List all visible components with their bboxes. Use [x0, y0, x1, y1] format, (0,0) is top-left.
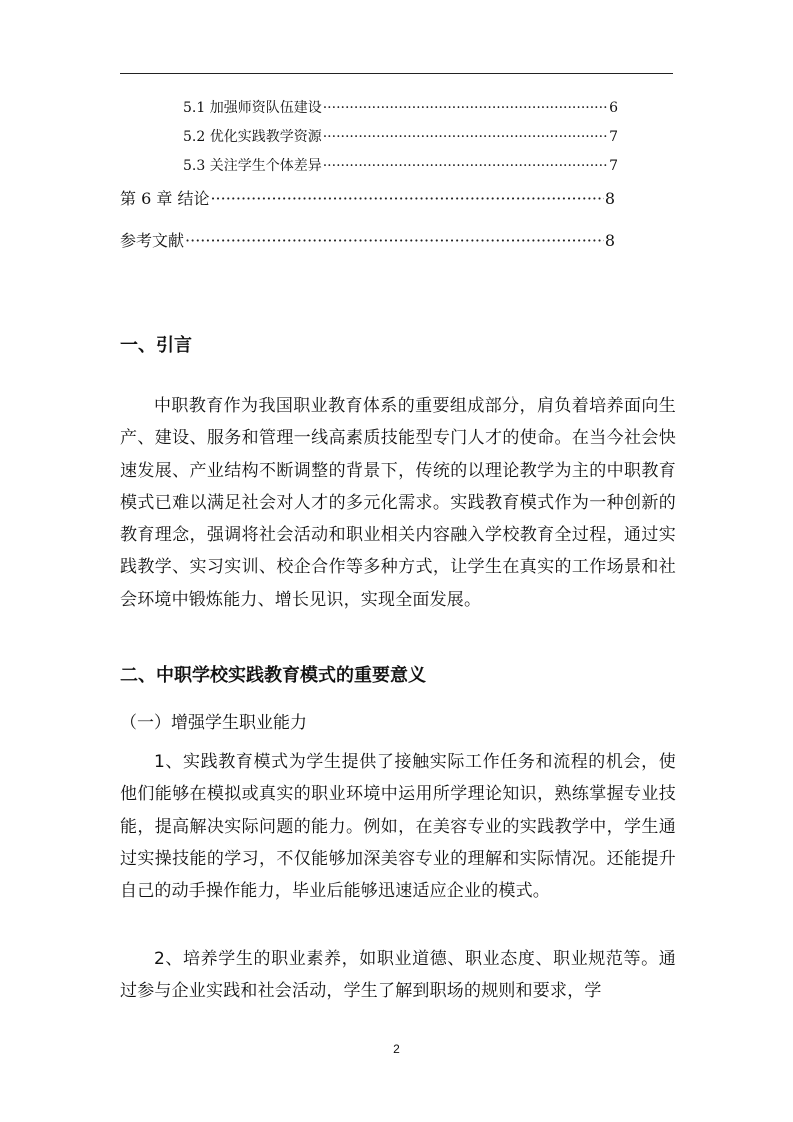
- header-rule: [120, 73, 673, 74]
- toc-leader-dots: [185, 231, 604, 250]
- page-number: 2: [393, 1042, 400, 1056]
- toc-item-5-2: [183, 126, 618, 146]
- subsection-heading-1: （一）增强学生职业能力: [120, 713, 307, 733]
- toc-leader-dots: [323, 158, 608, 174]
- toc-item-label: 参考文献: [120, 231, 185, 250]
- toc-item-label: 5.2 优化实践教学资源: [183, 129, 322, 145]
- toc-item-page: 6: [609, 100, 618, 116]
- toc-item-page: 8: [604, 189, 615, 208]
- toc-item-page: 7: [609, 129, 618, 145]
- toc-item-5-3: [183, 155, 618, 175]
- section-heading-significance: 二、中职学校实践教育模式的重要意义: [120, 665, 426, 686]
- toc-leader-dots: [323, 100, 608, 116]
- toc-item-page: 8: [604, 231, 615, 250]
- toc-item-label: 5.3 关注学生个体差异: [183, 158, 322, 174]
- toc-leader-dots: [323, 129, 608, 145]
- section-heading-intro: 一、引言: [120, 335, 192, 356]
- toc-item-chapter-6: [120, 186, 615, 209]
- intro-paragraph: 中职教育作为我国职业教育体系的重要组成部分，肩负着培养面向生产、建设、服务和管理一线高素质技能型专门人才的使命。在当今社会快速发展、产业结构不断调整的背景下，传统的以理论教学为主的中职教育模式已难以满足社会对人才的多元化需求。实践教育模式作为一种创新的教育理念，强调将社会活动和职业相关内容融入学校教育全过程，通过实践教学、实习实训、校企合作等多种方式，让学生在真实的工作场景和社会环境中锻炼能力、增长见识，实现全面发展。: [120, 396, 676, 610]
- point-2-paragraph: 2、培养学生的职业素养，如职业道德、职业态度、职业规范等。通过参与企业实践和社会活动，学生了解到职场的规则和要求，学: [120, 949, 676, 1002]
- toc-leader-dots: [210, 189, 603, 208]
- point-1-paragraph: 1、实践教育模式为学生提供了接触实际工作任务和流程的机会，使他们能够在模拟或真实的职业环境中运用所学理论知识，熟练掌握专业技能，提高解决实际问题的能力。例如，在美容专业的实践教学中，学生通过实操技能的学习，不仅能够加深美容专业的理解和实际情况。还能提升自己的动手操作能力，毕业后能够迅速适应企业的模式。: [120, 752, 676, 902]
- toc-item-page: 7: [609, 158, 618, 174]
- toc-item-5-1: [183, 97, 618, 117]
- toc-item-references: [120, 228, 615, 251]
- toc-item-label: 5.1 加强师资队伍建设: [183, 100, 322, 116]
- toc-item-label: 第 6 章 结论: [120, 189, 210, 208]
